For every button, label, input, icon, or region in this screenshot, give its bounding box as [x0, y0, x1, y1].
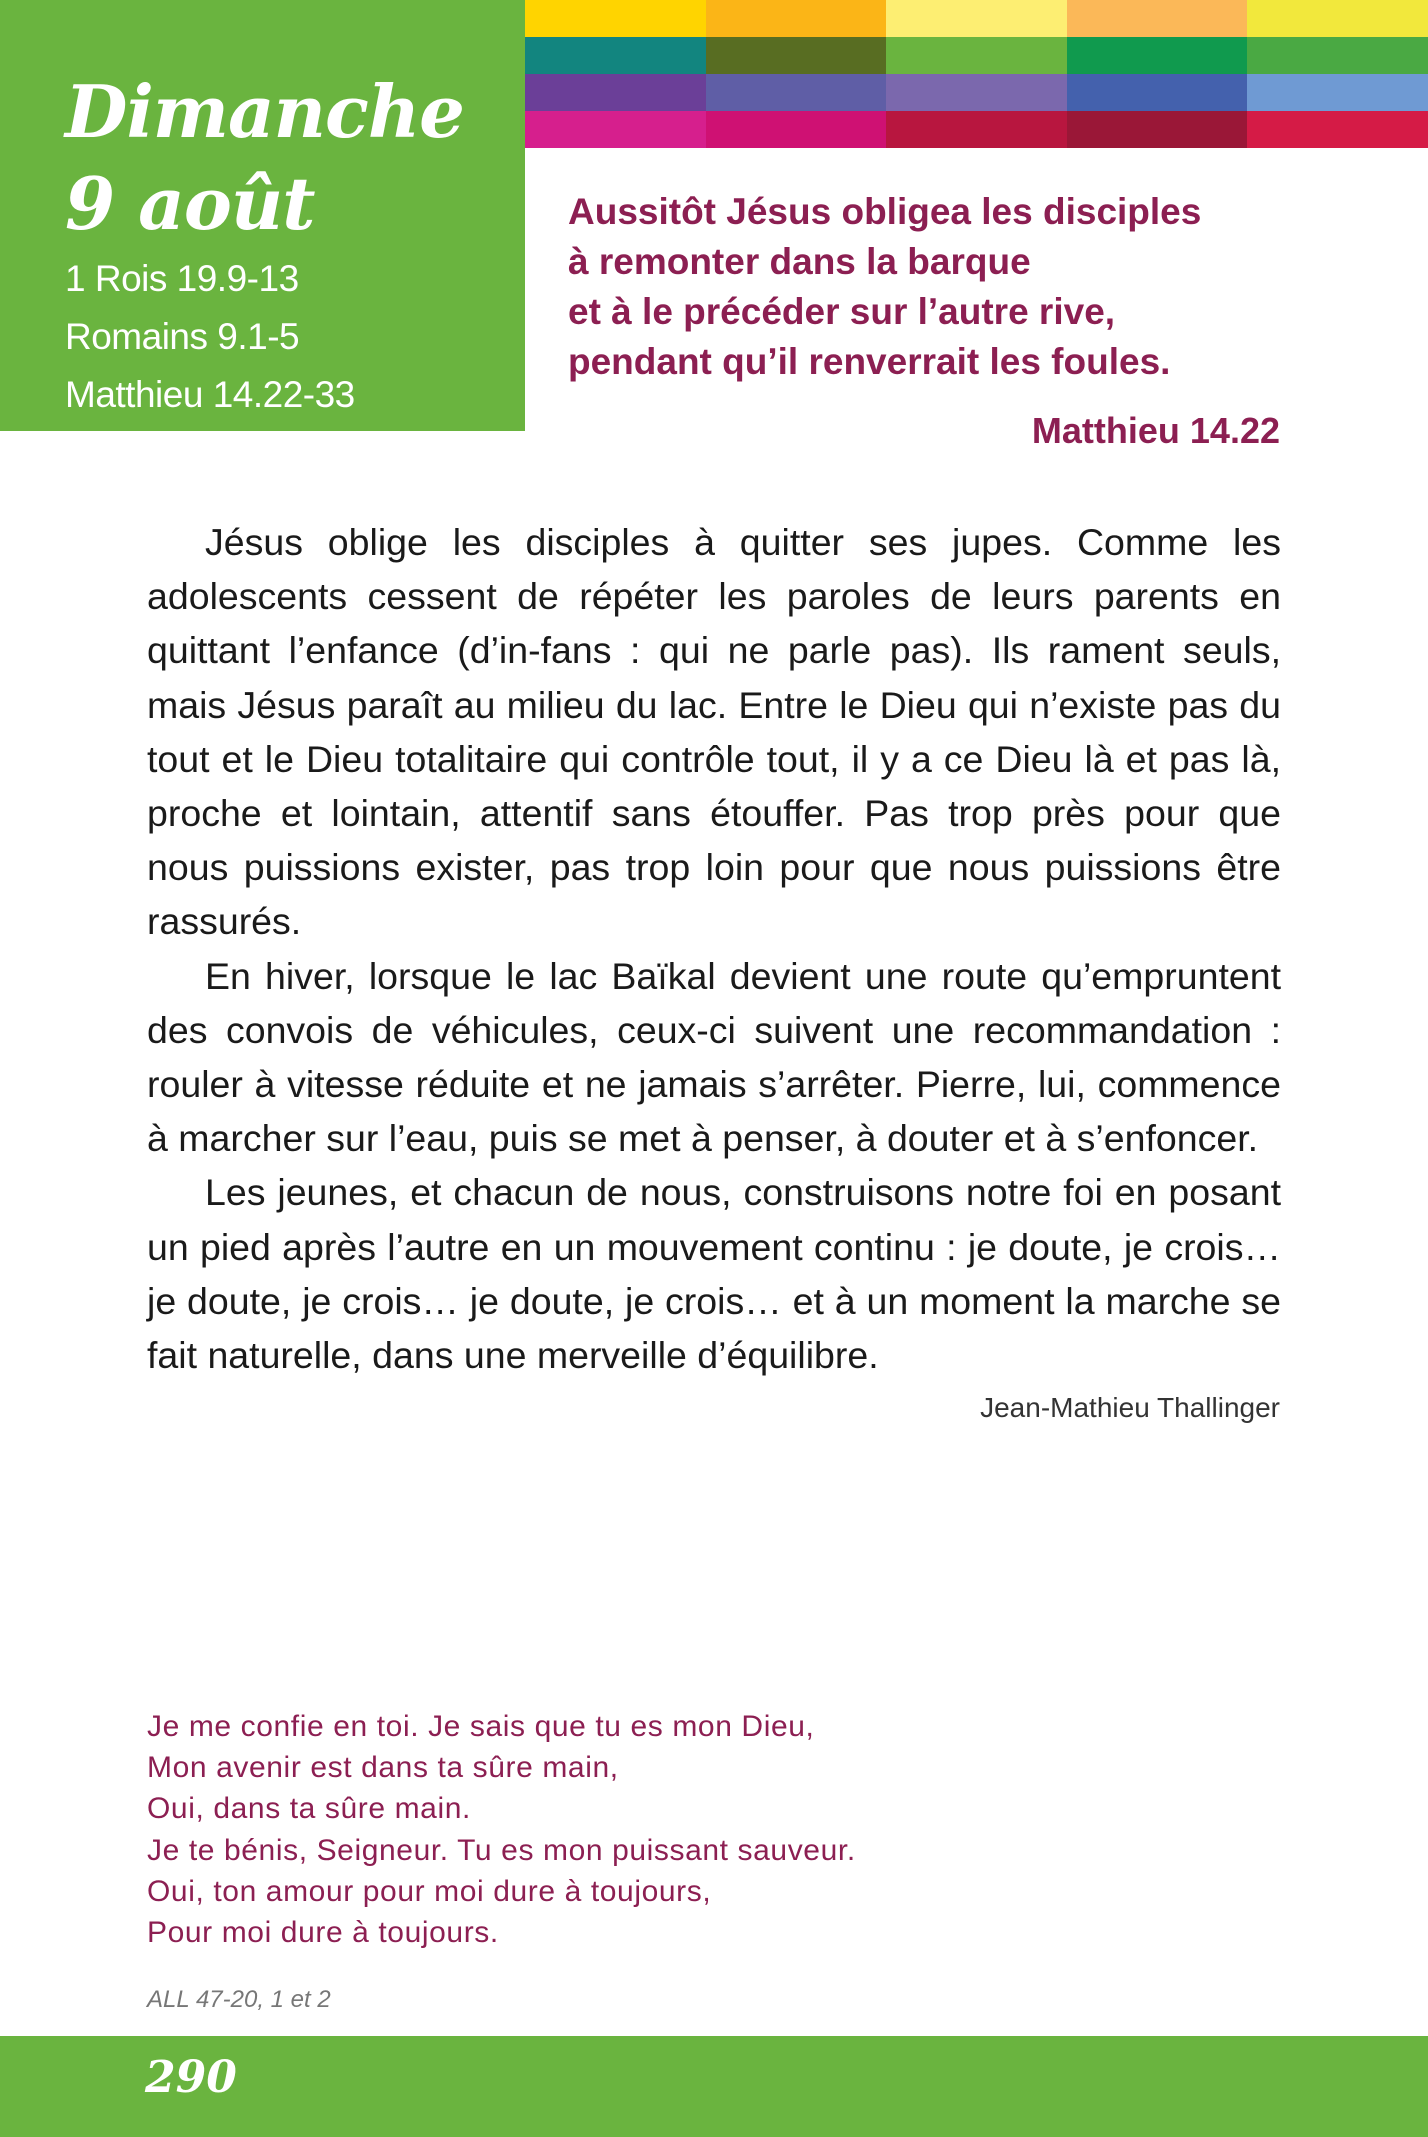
hymn-line: Pour moi dure à toujours. — [147, 1916, 499, 1950]
color-swatch — [525, 111, 706, 148]
hymn-reference: ALL 47-20, 1 et 2 — [147, 1986, 331, 2013]
author-name: Jean-Mathieu Thallinger — [980, 1392, 1280, 1423]
hymn-text — [147, 1706, 1047, 1953]
color-swatch — [706, 37, 887, 74]
color-swatch — [1067, 74, 1248, 111]
color-swatch — [525, 0, 706, 37]
quote-line: Aussitôt Jésus obligea les disciples — [568, 191, 1202, 232]
quote-line: et à le précéder sur l’autre rive, — [568, 291, 1116, 332]
meditation-text — [147, 515, 1281, 1382]
color-swatch — [706, 74, 887, 111]
hymn-line: Mon avenir est dans ta sûre main, — [147, 1751, 619, 1785]
paragraph: Les jeunes, et chacun de nous, construisons notre foi en posant un pied après l’autre en un mouvement continu : je doute, je crois… je doute, je crois… je doute, je crois… et à un moment la marche se fait naturelle, dans une merveille d’équilibre. — [147, 1171, 1281, 1377]
hymn-line: Oui, dans ta sûre main. — [147, 1792, 471, 1826]
color-swatch-grid — [525, 0, 1428, 148]
hymn-line: Oui, ton amour pour moi dure à toujours, — [147, 1874, 712, 1908]
color-swatch — [1067, 111, 1248, 148]
color-swatch — [706, 111, 887, 148]
color-swatch — [706, 0, 887, 37]
color-swatch — [1247, 74, 1428, 111]
quote-reference: Matthieu 14.22 — [1031, 410, 1280, 451]
paragraph: En hiver, lorsque le lac Baïkal devient une route qu’empruntent des convois de véhicules, ceux-ci suivent une recommandation : rouler à vitesse réduite et ne jamais s’arrêter. Pierre, lui, commence à marcher sur l’eau, puis se met à penser, à douter et à s’enfoncer. — [147, 954, 1281, 1160]
color-swatch — [886, 0, 1067, 37]
paragraph: Jésus oblige les disciples à quitter ses jupes. Comme les adolescents cessent de répéter les paroles de leurs parents en quittant l’enfance (d’in-fans : qui ne parle pas). Ils rament seuls, mais Jésus paraît au milieu du lac. Entre le Dieu qui n’existe pas du tout et le Dieu totalitaire qui contrôle tout, il y a ce Dieu là et pas là, proche et lointain, attentif sans étouffer. Pas trop près pour que nous puissions exister, pas trop loin pour que nous puissions être rassurés. — [147, 521, 1281, 943]
color-swatch — [1247, 37, 1428, 74]
date-header-box — [0, 0, 525, 431]
reading-1: 1 Rois 19.9-13 — [65, 258, 299, 299]
reading-2: Romains 9.1-5 — [65, 316, 300, 357]
hymn-line: Je me confie en toi. Je sais que tu es mon Dieu, — [147, 1710, 815, 1743]
quote-line: à remonter dans la barque — [568, 241, 1031, 282]
hymn-line: Je te bénis, Seigneur. Tu es mon puissant sauveur. — [147, 1833, 856, 1867]
color-swatch — [525, 74, 706, 111]
date-label: 9 août — [65, 161, 315, 246]
color-swatch — [1067, 37, 1248, 74]
color-swatch — [886, 111, 1067, 148]
color-swatch — [1247, 0, 1428, 37]
day-name: Dimanche — [65, 69, 464, 154]
reading-3: Matthieu 14.22-33 — [65, 374, 355, 415]
bible-quote — [568, 187, 1288, 387]
color-swatch — [1247, 111, 1428, 148]
color-swatch — [1067, 0, 1248, 37]
page-number: 290 — [145, 2052, 237, 2103]
color-swatch — [886, 37, 1067, 74]
color-swatch — [525, 37, 706, 74]
quote-line: pendant qu’il renverrait les foules. — [568, 341, 1171, 382]
color-swatch — [886, 74, 1067, 111]
